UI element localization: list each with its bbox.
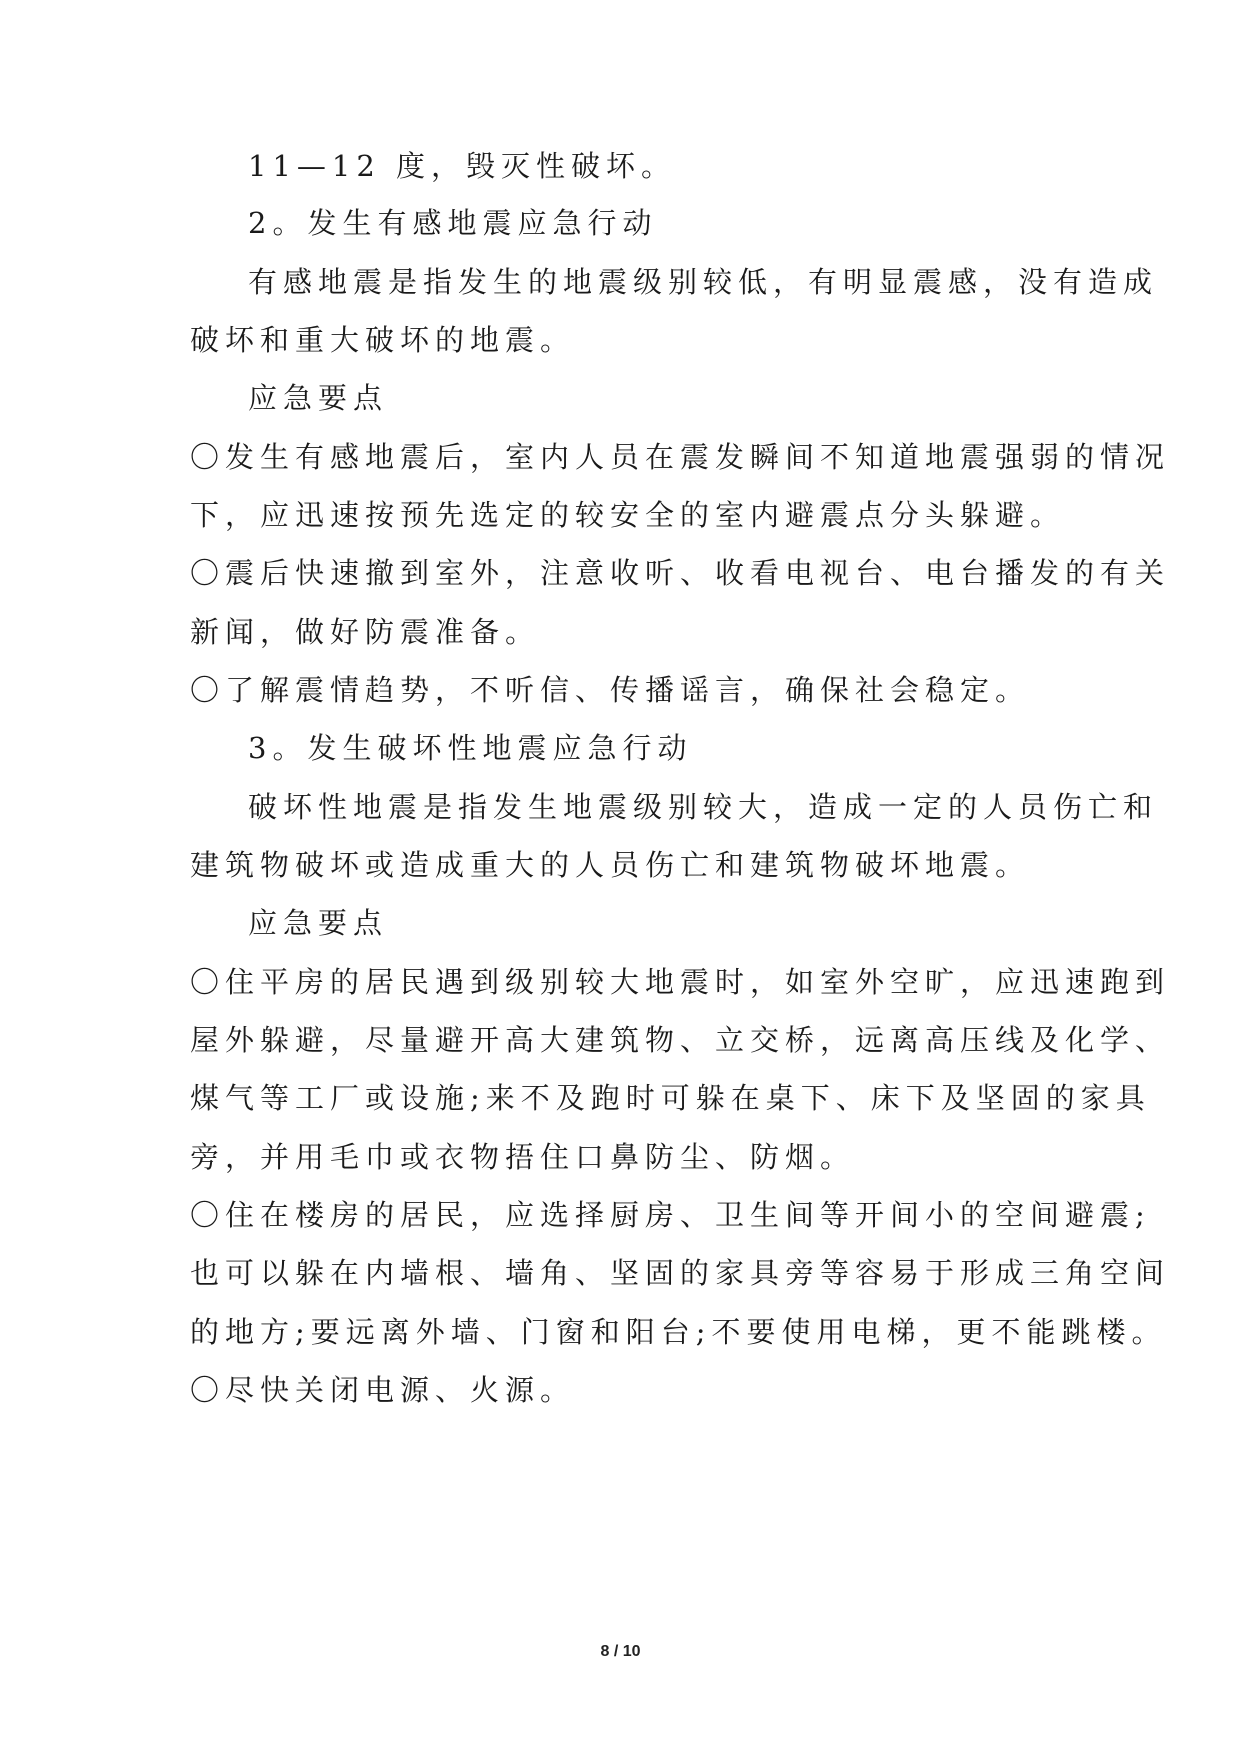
paragraph-line: 的地方;要远离外墙、门窗和阳台;不要使用电梯，更不能跳楼。 [190,1315,1167,1349]
section-heading: 2。发生有感地震应急行动 [248,206,658,240]
paragraph-line: 新闻，做好防震准备。 [190,615,541,649]
section-heading: 3。发生破坏性地震应急行动 [248,731,693,765]
paragraph-line: 有感地震是指发生的地震级别较低，有明显震感，没有造成 [248,265,1159,299]
subheading: 应急要点 [248,906,389,940]
paragraph-line: 下，应迅速按预先选定的较安全的室内避震点分头躲避。 [190,498,1066,532]
paragraph-line: 破坏和重大破坏的地震。 [190,323,576,357]
paragraph-line: 建筑物破坏或造成重大的人员伤亡和建筑物破坏地震。 [190,848,1031,882]
paragraph-line: 煤气等工厂或设施;来不及跑时可躲在桌下、床下及坚固的家具 [190,1081,1151,1115]
bullet-line: 〇住在楼房的居民，应选择厨房、卫生间等开间小的空间避震; [190,1198,1151,1232]
paragraph-line: 旁，并用毛巾或衣物捂住口鼻防尘、防烟。 [190,1140,856,1174]
page-number: 8 / 10 [600,1643,641,1660]
bullet-line: 〇住平房的居民遇到级别较大地震时，如室外空旷，应迅速跑到 [190,965,1171,999]
paragraph-line: 破坏性地震是指发生地震级别较大，造成一定的人员伤亡和 [248,790,1159,824]
paragraph-line: 11—12 度，毁灭性破坏。 [248,149,677,183]
subheading: 应急要点 [248,381,389,415]
bullet-line: 〇尽快关闭电源、火源。 [190,1373,576,1407]
paragraph-line: 也可以躲在内墙根、墙角、坚固的家具旁等容易于形成三角空间 [190,1256,1171,1290]
bullet-line: 〇震后快速撤到室外，注意收听、收看电视台、电台播发的有关 [190,556,1171,590]
bullet-line: 〇了解震情趋势，不听信、传播谣言，确保社会稳定。 [190,673,1031,707]
paragraph-line: 屋外躲避，尽量避开高大建筑物、立交桥，远离高压线及化学、 [190,1023,1171,1057]
bullet-line: 〇发生有感地震后，室内人员在震发瞬间不知道地震强弱的情况 [190,440,1171,474]
